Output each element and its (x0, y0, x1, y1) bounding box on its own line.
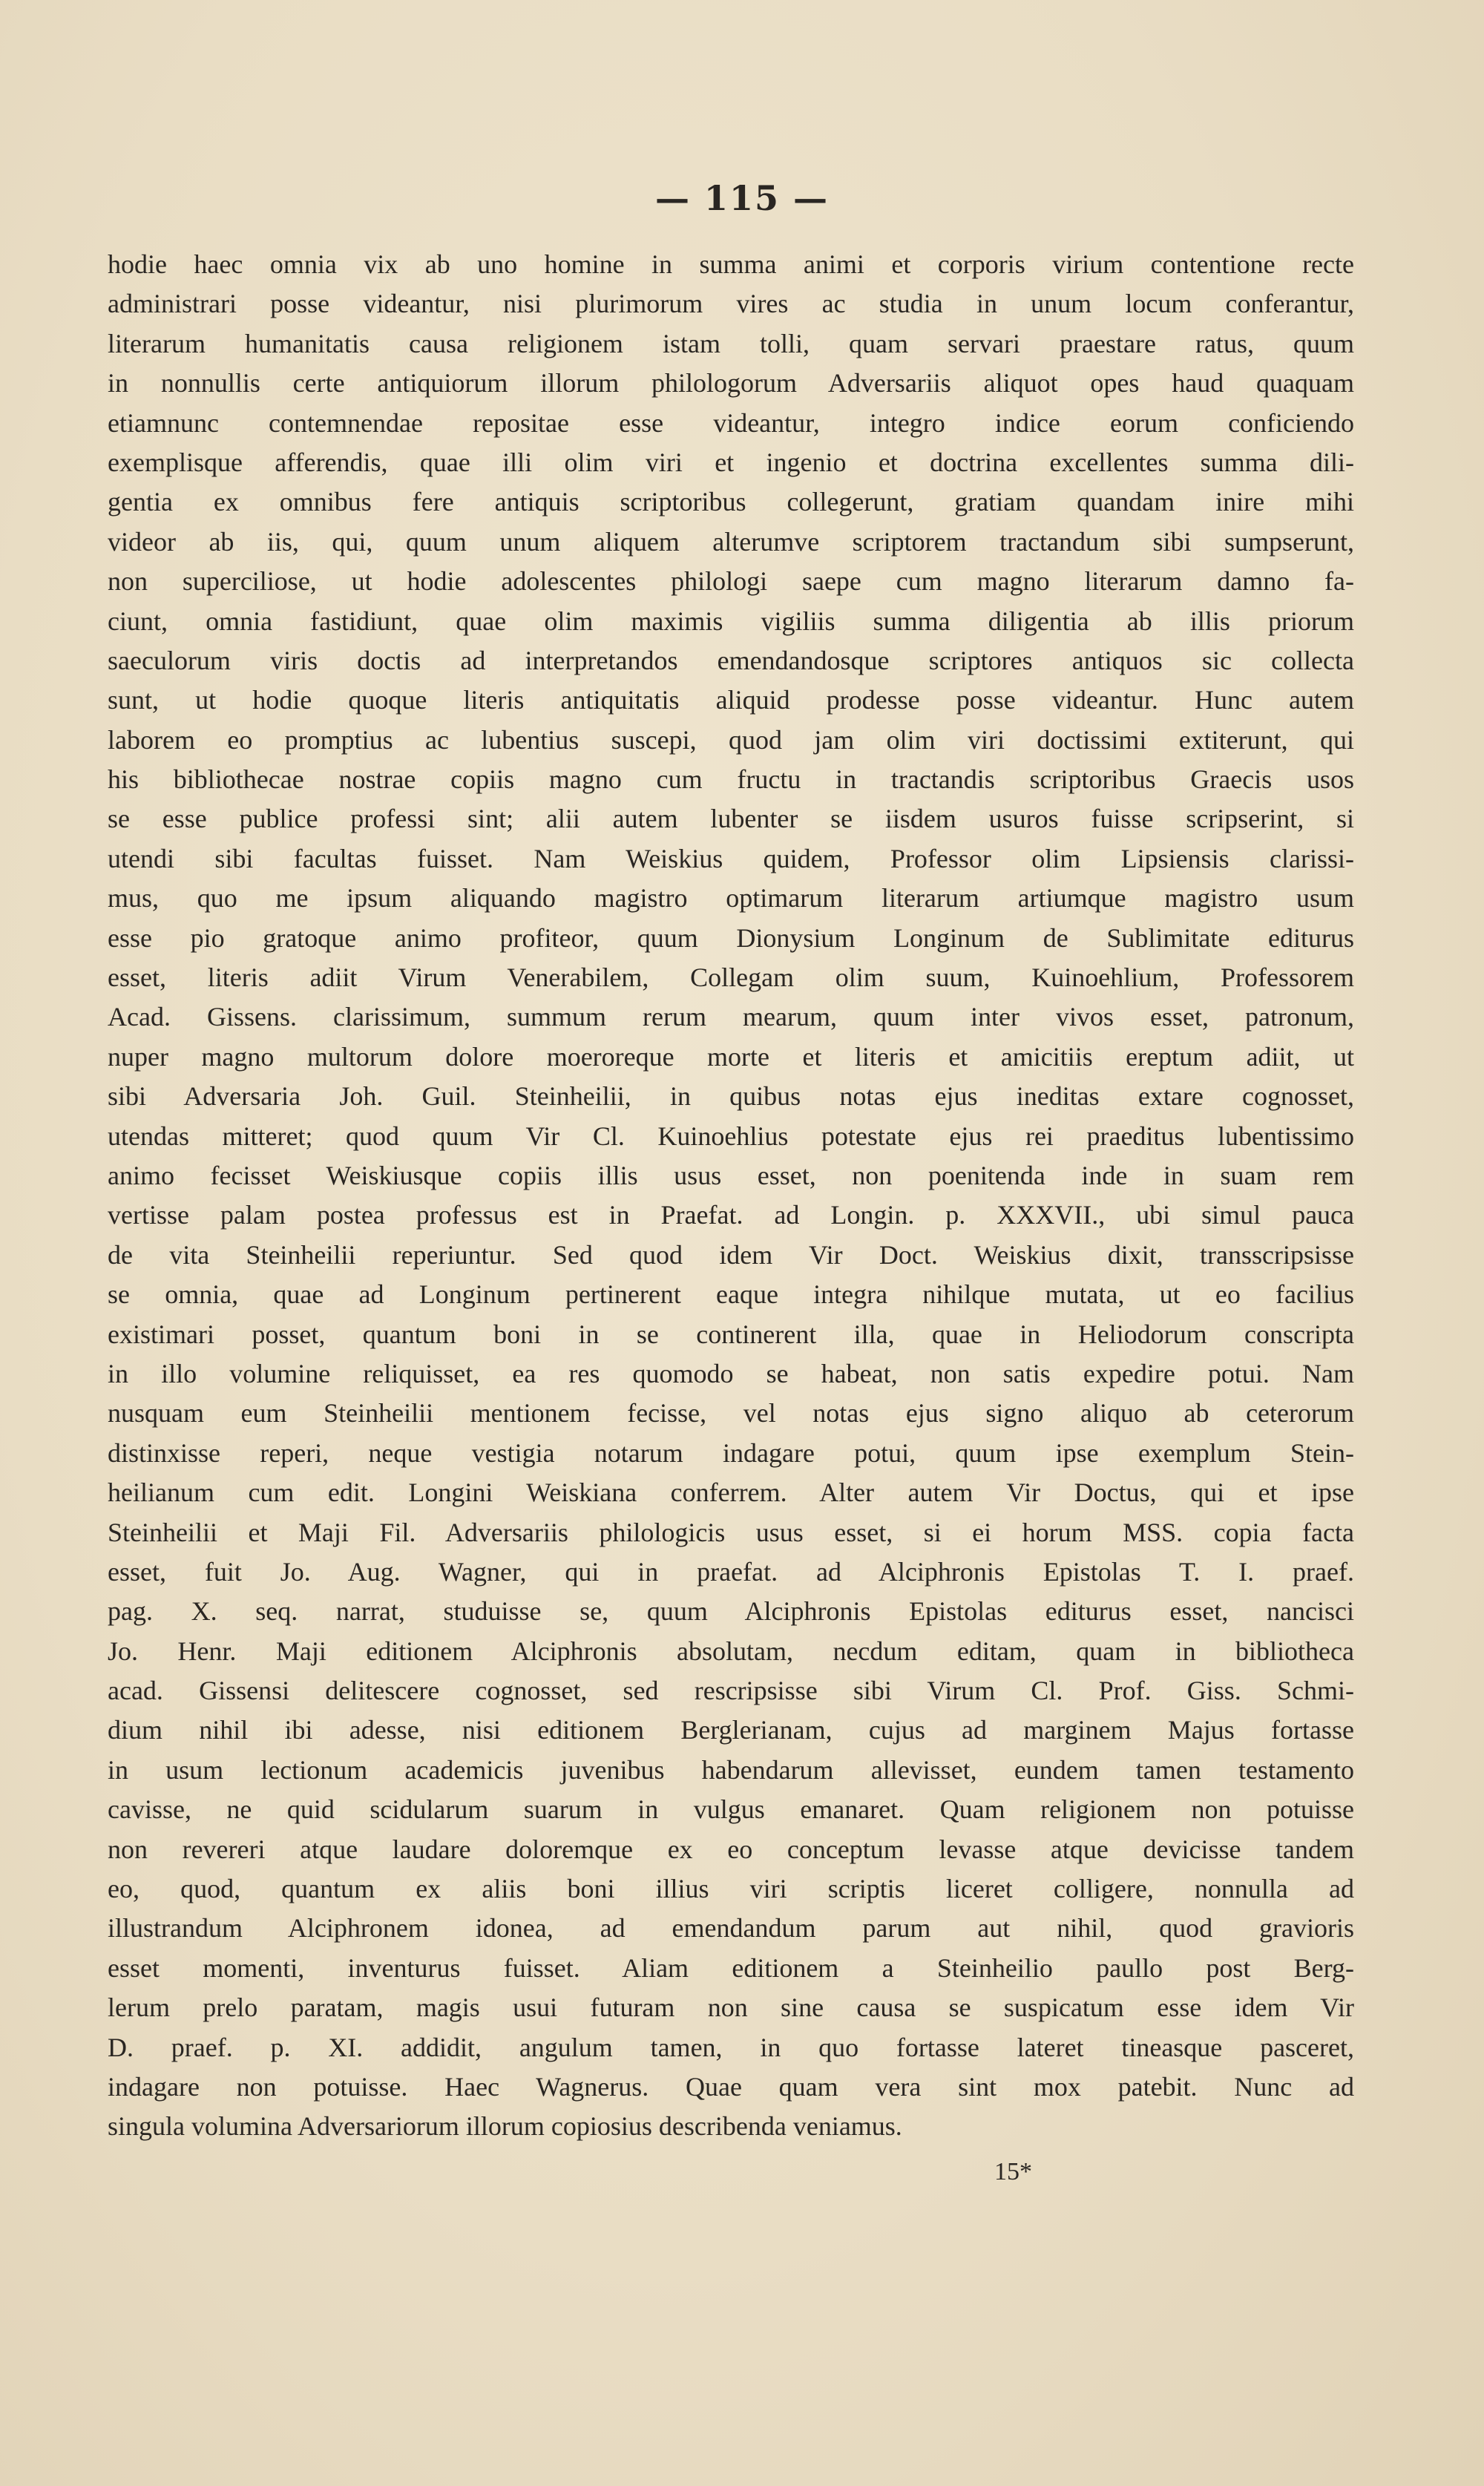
text-line: administrari posse videantur, nisi plurimorum vires ac studia in unum locum conferantur, (108, 289, 1354, 319)
text-line: eo, quod, quantum ex aliis boni illius viri scriptis liceret colligere, nonnulla ad (108, 1874, 1354, 1904)
text-line: videor ab iis, qui, quum unum aliquem alterumve scriptorem tractandum sibi sumpserunt, (108, 526, 1354, 557)
body-text (108, 245, 1354, 2147)
text-line: esset, literis adiit Virum Venerabilem, Collegam olim suum, Kuinoehlium, Professorem (108, 962, 1354, 993)
text-line: se esse publice professi sint; alii autem lubenter se iisdem usuros fuisse scripserint, si (108, 804, 1354, 834)
text-line: Steinheilii et Maji Fil. Adversariis philologicis usus esset, si ei horum MSS. copia facta (108, 1517, 1354, 1547)
text-line: acad. Gissensi delitescere cognosset, sed rescripsisse sibi Virum Cl. Prof. Giss. Schmi- (108, 1676, 1354, 1706)
text-line: laborem eo promptius ac lubentius suscepi, quod jam olim viri doctissimi extiterunt, qui (108, 724, 1354, 755)
text-line: sunt, ut hodie quoque literis antiquitatis aliquid prodesse posse videantur. Hunc autem (108, 685, 1354, 715)
text-line: exemplisque afferendis, quae illi olim viri et ingenio et doctrina excellentes summa dili- (108, 447, 1354, 477)
text-line: pag. X. seq. narrat, studuisse se, quum Alciphronis Epistolas editurus esset, nancisci (108, 1596, 1354, 1627)
text-line: nuper magno multorum dolore moeroreque morte et literis et amicitiis ereptum adiit, ut (108, 1041, 1354, 1072)
text-line: sibi Adversaria Joh. Guil. Steinheilii, in quibus notas ejus ineditas extare cognosset, (108, 1081, 1354, 1112)
text-line: illustrandum Alciphronem idonea, ad emendandum parum aut nihil, quod gravioris (108, 1913, 1354, 1944)
text-line: etiamnunc contemnendae repositae esse videantur, integro indice eorum conficiendo (108, 407, 1354, 438)
text-line: D. praef. p. XI. addidit, angulum tamen, in quo fortasse lateret tineasque pasceret, (108, 2032, 1354, 2062)
text-line: singula volumina Adversariorum illorum copiosius describenda veniamus. (108, 2111, 902, 2142)
text-line: Jo. Henr. Maji editionem Alciphronis absolutam, necdum editam, quam in bibliotheca (108, 1636, 1354, 1666)
text-line: dium nihil ibi adesse, nisi editionem Berglerianam, cujus ad marginem Majus fortasse (108, 1715, 1354, 1745)
text-line: in nonnullis certe antiquiorum illorum philologorum Adversariis aliquot opes haud quaquam (108, 368, 1354, 399)
text-line: esset momenti, inventurus fuisset. Aliam editionem a Steinheilio paullo post Berg- (108, 1952, 1354, 1983)
text-line: existimari posset, quantum boni in se continerent illa, quae in Heliodorum conscripta (108, 1319, 1354, 1349)
text-line: cavisse, ne quid scidularum suarum in vulgus emanaret. Quam religionem non potuisse (108, 1794, 1354, 1825)
text-line: heilianum cum edit. Longini Weiskiana conferrem. Alter autem Vir Doctus, qui et ipse (108, 1478, 1354, 1508)
text-line: non revereri atque laudare doloremque ex eo conceptum levasse atque devicisse tandem (108, 1834, 1354, 1864)
text-line: saeculorum viris doctis ad interpretandos emendandosque scriptores antiquos sic collecta (108, 645, 1354, 675)
text-line: esse pio gratoque animo profiteor, quum Dionysium Longinum de Sublimitate editurus (108, 922, 1354, 953)
text-line: utendi sibi facultas fuisset. Nam Weiskius quidem, Professor olim Lipsiensis clarissi- (108, 843, 1354, 873)
text-line: in illo volumine reliquisset, ea res quomodo se habeat, non satis expedire potui. Nam (108, 1358, 1354, 1388)
text-line: esset, fuit Jo. Aug. Wagner, qui in praefat. ad Alciphronis Epistolas T. I. praef. (108, 1556, 1354, 1587)
text-line: in usum lectionum academicis juvenibus habendarum allevisset, eundem tamen testamento (108, 1754, 1354, 1785)
text-line: his bibliothecae nostrae copiis magno cum fructu in tractandis scriptoribus Graecis usos (108, 764, 1354, 795)
text-line: literarum humanitatis causa religionem istam tolli, quam servari praestare ratus, quum (108, 328, 1354, 358)
text-line: utendas mitteret; quod quum Vir Cl. Kuinoehlius potestate ejus rei praeditus lubentissimo (108, 1121, 1354, 1151)
page-number: — 115 — (654, 178, 830, 218)
text-line: mus, quo me ipsum aliquando magistro optimarum literarum artiumque magistro usum (108, 883, 1354, 914)
text-line: Acad. Gissens. clarissimum, summum rerum mearum, quum inter vivos esset, patronum, (108, 1002, 1354, 1032)
text-line: se omnia, quae ad Longinum pertinerent eaque integra nihilque mutata, ut eo facilius (108, 1279, 1354, 1310)
text-line: de vita Steinheilii reperiuntur. Sed quod idem Vir Doct. Weiskius dixit, transscripsisse (108, 1239, 1354, 1270)
text-line: hodie haec omnia vix ab uno homine in summa animi et corporis virium contentione recte (108, 249, 1354, 279)
text-line: non superciliose, ut hodie adolescentes philologi saepe cum magno literarum damno fa- (108, 566, 1354, 597)
text-line: gentia ex omnibus fere antiquis scriptoribus collegerunt, gratiam quandam inire mihi (108, 487, 1354, 517)
signature-mark: 15* (994, 2158, 1032, 2185)
text-line: lerum prelo paratam, magis usui futuram non sine causa se suspicatum esse idem Vir (108, 1993, 1354, 2023)
text-line: vertisse palam postea professus est in Praefat. ad Longin. p. XXXVII., ubi simul pauca (108, 1200, 1354, 1230)
text-line: animo fecisset Weiskiusque copiis illis usus esset, non poenitenda inde in suam rem (108, 1160, 1354, 1190)
text-line: ciunt, omnia fastidiunt, quae olim maximis vigiliis summa diligentia ab illis priorum (108, 606, 1354, 636)
text-line: nusquam eum Steinheilii mentionem fecisse, vel notas ejus signo aliquo ab ceterorum (108, 1398, 1354, 1429)
text-line: distinxisse reperi, neque vestigia notarum indagare potui, quum ipse exemplum Stein- (108, 1437, 1354, 1468)
text-line: indagare non potuisse. Haec Wagnerus. Quae quam vera sint mox patebit. Nunc ad (108, 2071, 1354, 2102)
